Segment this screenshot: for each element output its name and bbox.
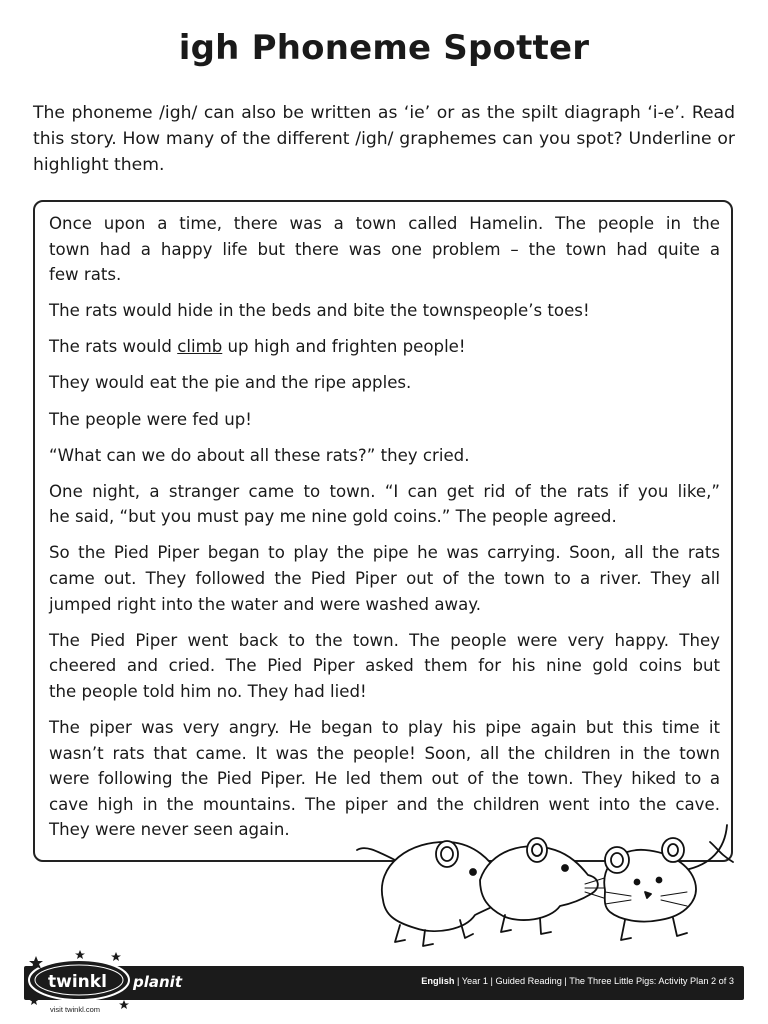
story-paragraph — [49, 334, 720, 360]
footer-subject: English — [421, 976, 455, 986]
story-line: They were never seen again. — [49, 820, 290, 840]
story-paragraph: “What can we do about all these rats?” they cried. — [49, 445, 470, 465]
story-line: he said, “but you must pay me nine gold coins.” The people agreed. — [49, 507, 617, 527]
twinkl-wordmark: twinkl — [48, 972, 107, 992]
story-line: The piper was very angry. He began to play his pipe again but this time it — [49, 718, 720, 737]
story-paragraph — [49, 628, 720, 705]
story-text-run: The rats would — [49, 337, 178, 357]
story-line: So the Pied Piper began to play the pipe he was carrying. Soon, all the rats — [49, 543, 720, 563]
story-paragraph — [49, 479, 720, 530]
story-paragraph: They would eat the pie and the ripe apples. — [49, 373, 412, 393]
story-line: Once upon a time, there was a town called Hamelin. The people in the — [49, 214, 720, 233]
story-line: few rats. — [49, 265, 122, 285]
story-line: cheered and cried. The Pied Piper asked them for his nine gold coins but — [49, 656, 720, 676]
instructions-line: Read this story. How many of the different /igh/ graphemes can you spot? — [33, 103, 735, 149]
story-line: One night, a stranger came to town. “I can get rid of the rats if you like,” — [49, 481, 720, 501]
story-paragraph — [49, 540, 720, 617]
footer-breadcrumb — [421, 976, 734, 986]
instructions-line: Underline or highlight them. — [33, 129, 735, 175]
story-line: the people told him no. They had lied! — [49, 681, 367, 701]
story-line: came out. They followed the Pied Piper out of the town to a river. They all — [49, 569, 720, 589]
mice-illustration — [355, 820, 740, 960]
story-line: The Pied Piper went back to the town. The people were very happy. They — [49, 630, 720, 650]
underlined-word: climb — [177, 337, 223, 357]
visit-url[interactable]: visit twinkl.com — [50, 1005, 101, 1014]
story-line: wasn’t rats that came. It was the people! Soon, all the children in the town — [49, 743, 720, 763]
story-line: town had a happy life but there was one problem – the town had quite a — [49, 239, 720, 259]
instructions — [33, 100, 735, 178]
planit-wordmark: planit — [133, 973, 182, 991]
story-paragraph — [49, 211, 720, 288]
footer-details: | Year 1 | Guided Reading | The Three Little Pigs: Activity Plan 2 of 3 — [454, 976, 734, 986]
story-text — [49, 211, 720, 853]
story-line: were following the Pied Piper. He led them out of the town. They hiked to a — [49, 769, 720, 789]
instructions-line: The phoneme /igh/ can also be written as ‘ie’ or as the spilt diagraph ‘i-e’. — [33, 103, 686, 123]
story-line: jumped right into the water and were washed away. — [49, 594, 481, 614]
story-paragraph: The people were fed up! — [49, 409, 252, 429]
story-paragraph: The rats would hide in the beds and bite the townspeople’s toes! — [49, 301, 590, 321]
story-text-run: up high and frighten people! — [222, 337, 466, 357]
story-line: cave high in the mountains. The piper and the children went into the cave. — [49, 794, 720, 814]
page-title: igh Phoneme Spotter — [178, 28, 590, 68]
